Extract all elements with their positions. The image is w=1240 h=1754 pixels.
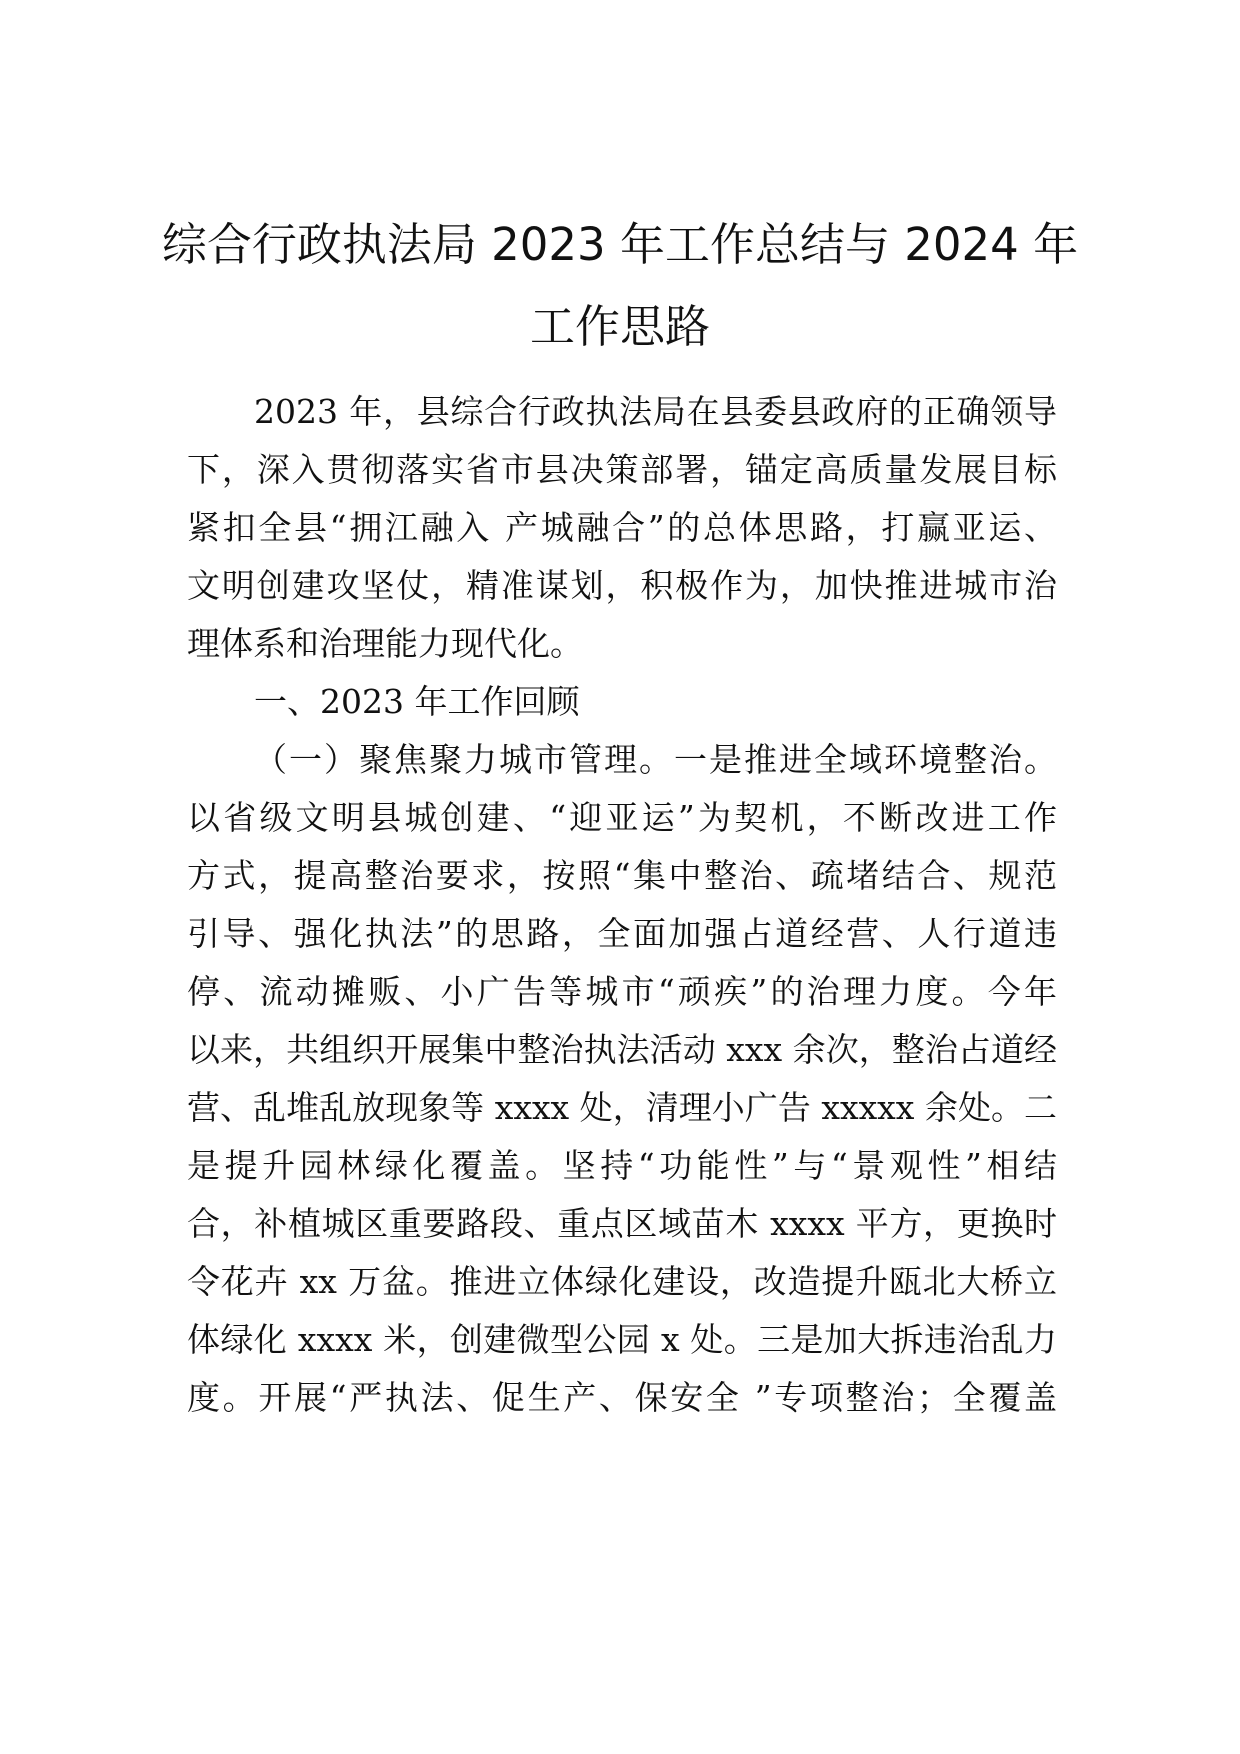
paragraph-line: 下，深入贯彻落实省市县决策部署，锚定高质量发展目标 (187, 450, 1057, 489)
paragraph-line: 以来，共组织开展集中整治执法活动 xxx 余次，整治占道经 (187, 1030, 1057, 1069)
paragraph-line: 理体系和治理能力现代化。 (187, 624, 583, 663)
paragraph-line: 以省级文明县城创建、“迎亚运”为契机，不断改进工作 (187, 798, 1057, 837)
paragraph-line: 度。开展“严执法、促生产、保安全 ”专项整治；全覆盖 (187, 1378, 1057, 1417)
document-title-line-1: 综合行政执法局 2023 年工作总结与 2024 年 (161, 218, 1079, 271)
paragraph-line: 引导、强化执法”的思路，全面加强占道经营、人行道违 (187, 914, 1057, 953)
paragraph-line: 方式，提高整治要求，按照“集中整治、疏堵结合、规范 (187, 856, 1057, 895)
section-heading: 一、2023 年工作回顾 (254, 682, 580, 721)
paragraph-line: 停、流动摊贩、小广告等城市“顽疾”的治理力度。今年 (187, 972, 1057, 1011)
document-title-line-2: 工作思路 (529, 300, 710, 353)
paragraph-line: （一）聚焦聚力城市管理。一是推进全域环境整治。 (254, 740, 1057, 779)
paragraph-line: 紧扣全县“拥江融入 产城融合”的总体思路，打赢亚运、 (187, 508, 1057, 547)
paragraph-line: 2023 年，县综合行政执法局在县委县政府的正确领导 (254, 392, 1057, 431)
paragraph-line: 令花卉 xx 万盆。推进立体绿化建设，改造提升瓯北大桥立 (187, 1262, 1057, 1301)
paragraph-line: 合，补植城区重要路段、重点区域苗木 xxxx 平方，更换时 (187, 1204, 1057, 1243)
paragraph-line: 是提升园林绿化覆盖。坚持“功能性”与“景观性”相结 (187, 1146, 1057, 1185)
paragraph-line: 体绿化 xxxx 米，创建微型公园 x 处。三是加大拆违治乱力 (187, 1320, 1057, 1359)
paragraph-line: 文明创建攻坚仗，精准谋划，积极作为，加快推进城市治 (187, 566, 1057, 605)
paragraph-line: 营、乱堆乱放现象等 xxxx 处，清理小广告 xxxxx 余处。二 (187, 1088, 1057, 1127)
